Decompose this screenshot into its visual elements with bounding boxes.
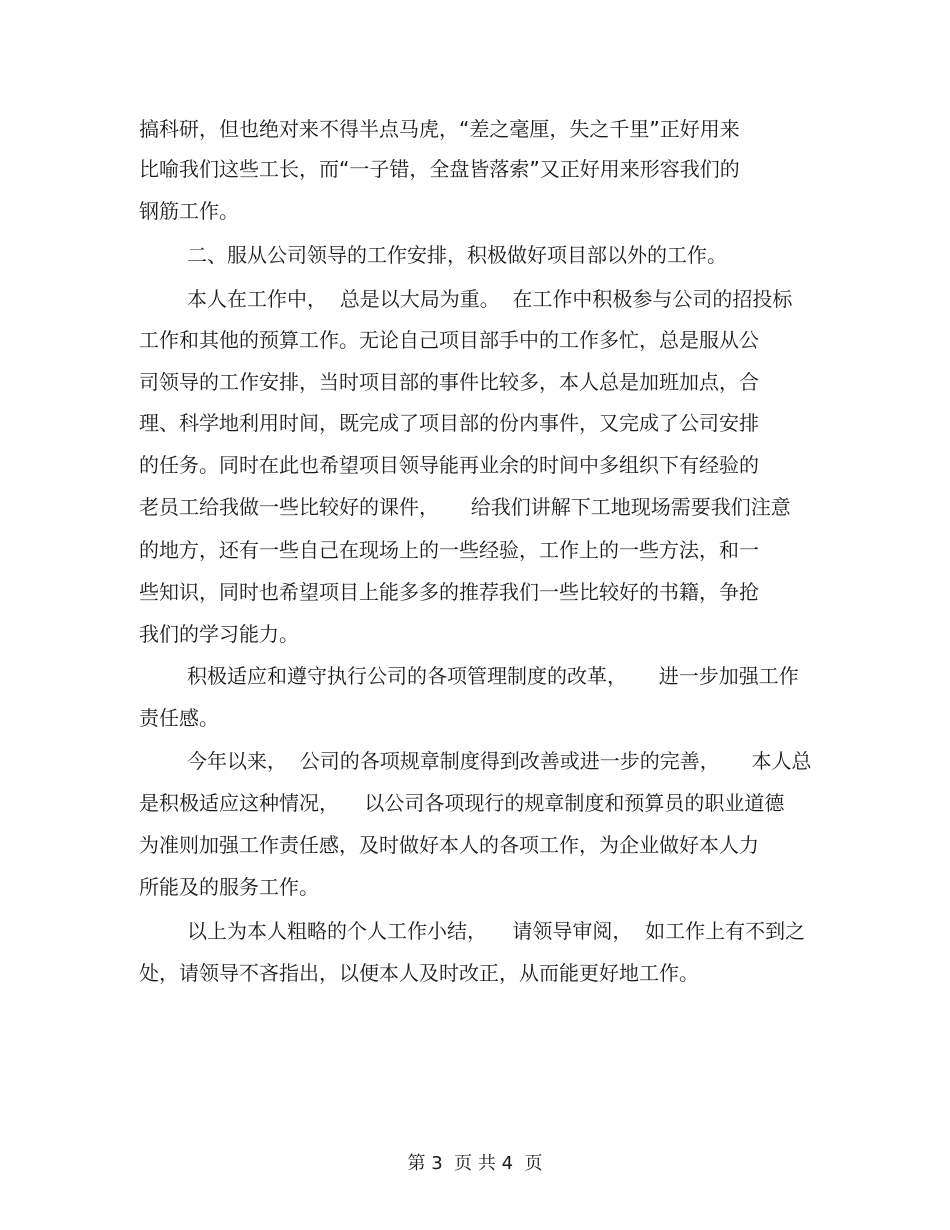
text-line: 钢筋工作。 bbox=[139, 199, 239, 223]
text-line: 责任感。 bbox=[139, 706, 219, 730]
text-line: 的地方，还有一些自己在现场上的一些经验，工作上的一些方法，和一 bbox=[139, 538, 759, 562]
text-line: 司领导的工作安排，当时项目部的事件比较多，本人总是加班加点，合 bbox=[139, 370, 759, 394]
text-line: 今年以来， 公司的各项规章制度得到改善或进一步的完善， 本人总 bbox=[187, 749, 812, 773]
text-line: 所能及的服务工作。 bbox=[139, 875, 319, 899]
text-line: 比喻我们这些工长，而“一子错，全盘皆落索”又正好用来形容我们的 bbox=[139, 157, 740, 181]
text-line: 积极适应和遵守执行公司的各项管理制度的改革， 进一步加强工作 bbox=[187, 664, 799, 688]
text-line: 搞科研，但也绝对来不得半点马虎，“差之毫厘，失之千里”正好用来 bbox=[139, 117, 740, 141]
text-line: 本人在工作中， 总是以大局为重。 在工作中积极参与公司的招投标 bbox=[187, 287, 793, 311]
text-line: 我们的学习能力。 bbox=[139, 622, 299, 646]
text-line: 为准则加强工作责任感，及时做好本人的各项工作，为企业做好本人力 bbox=[139, 833, 759, 857]
text-line: 以上为本人粗略的个人工作小结， 请领导审阅， 如工作上有不到之 bbox=[187, 919, 806, 943]
text-line: 老员工给我做一些比较好的课件， 给我们讲解下工地现场需要我们注意 bbox=[139, 495, 791, 519]
text-line: 理、科学地利用时间，既完成了项目部的份内事件，又完成了公司安排 bbox=[139, 411, 759, 435]
section-heading: 二、服从公司领导的工作安排，积极做好项目部以外的工作。 bbox=[187, 243, 727, 267]
text-line: 工作和其他的预算工作。无论自己项目部手中的工作多忙，总是服从公 bbox=[139, 328, 759, 352]
page-number-footer: 第 3 页 共 4 页 bbox=[407, 1153, 543, 1174]
text-line: 处，请领导不吝指出，以便本人及时改正，从而能更好地工作。 bbox=[139, 961, 699, 985]
text-line: 是积极适应这种情况， 以公司各项现行的规章制度和预算员的职业道德 bbox=[139, 791, 785, 815]
text-line: 些知识，同时也希望项目上能多多的推荐我们一些比较好的书籍，争抢 bbox=[139, 580, 759, 604]
text-line: 的任务。同时在此也希望项目领导能再业余的时间中多组织下有经验的 bbox=[139, 453, 759, 477]
